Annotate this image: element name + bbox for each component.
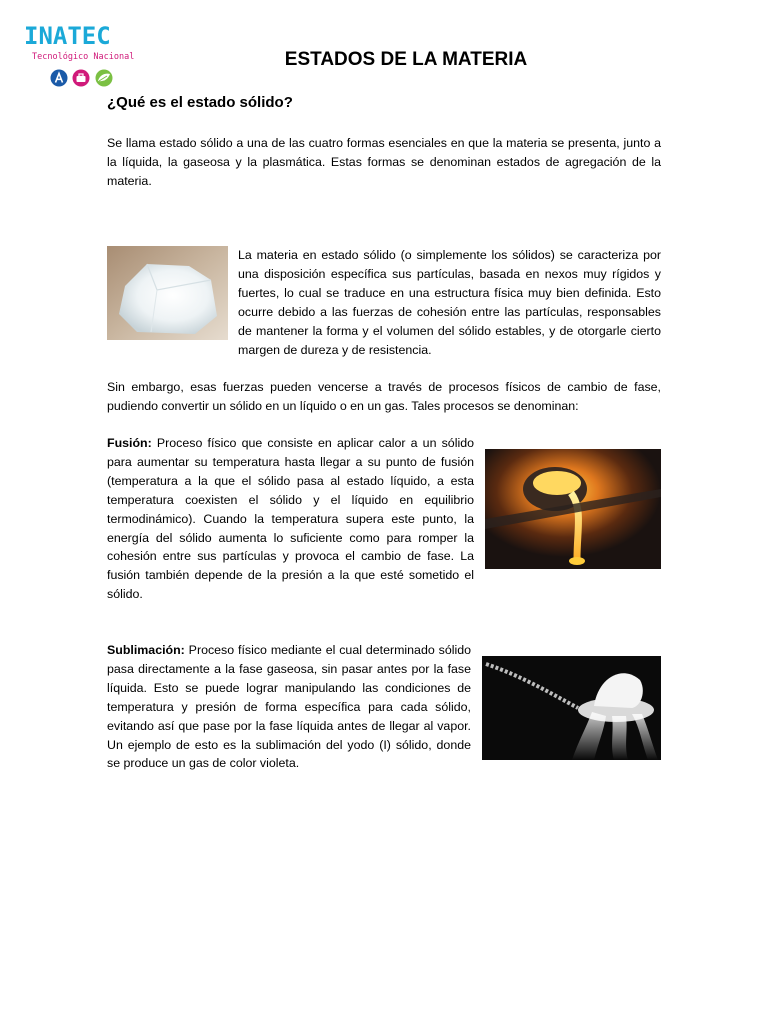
solid-paragraph: La materia en estado sólido (o simplemente los sólidos) se caracteriza por una disposición específica sus partículas, basada en nexos muy rígidos y fuertes, lo cual se traduce en una estructura física muy bien definida. Esto ocurre debido a las fuerzas de cohesión entre las partículas, responsables de mantener la forma y el volumen del sólido estables, y de otorgarle cierto margen de dureza y de resistencia. (238, 248, 661, 357)
leaf-icon (94, 69, 114, 92)
logo-wordmark: INATEC (24, 22, 111, 50)
intro-paragraph: Se llama estado sólido a una de las cuatro formas esenciales en que la materia se presenta, junto a la líquida, la gaseosa y la plasmática. Estas formas se denominan estados de agregación de la materia. (107, 136, 661, 188)
solid-section (107, 246, 661, 359)
briefcase-icon (72, 69, 90, 92)
fusion-paragraph (107, 434, 474, 604)
letter-a-circle-icon (50, 69, 68, 92)
dry-ice-spoon-photo (482, 656, 661, 760)
logo-tagline: Tecnológico Nacional (32, 52, 135, 62)
logo-icons (24, 69, 144, 92)
page-title: ESTADOS DE LA MATERIA (284, 49, 528, 70)
sublimation-term: Sublimación: (107, 643, 185, 657)
fusion-text: Proceso físico que consiste en aplicar calor a un sólido para aumentar su temperatura hasta llegar a su punto de fusión (temperatura a la que el sólido pasa al estado líquido, a esta temperatura coexisten el sólido y el líquido en equilibrio termodinámico). Cuando la temperatura supera este punto, la energía del sólido aumenta lo suficiente como para romper la cohesión entre sus partículas y provoca el cambio de fase. La fusión también depende de la presión a la que esté sometido el sólido. (107, 436, 474, 602)
molten-metal-photo (485, 449, 661, 569)
sublimation-text: Proceso físico mediante el cual determinado sólido pasa directamente a la fase gaseosa, sin pasar antes por la fase líquida. Esto se puede lograr manipulando las condiciones de temperatura y presión de forma específica para cada sólido, evitando así que pase por la fase líquida antes de llegar al vapor. Un ejemplo de esto es la sublimación del yodo (I) sólido, donde se produce un gas de color violeta. (107, 643, 471, 771)
section-heading: ¿Qué es el estado sólido? (107, 94, 293, 111)
phase-change-paragraph: Sin embargo, esas fuerzas pueden vencerse a través de procesos físicos de cambio de fase, pudiendo convertir un sólido en un líquido o en un gas. Tales procesos se denominan: (107, 380, 661, 413)
sublimation-paragraph (107, 641, 471, 773)
ice-block-photo (107, 246, 228, 340)
fusion-term: Fusión: (107, 436, 152, 450)
